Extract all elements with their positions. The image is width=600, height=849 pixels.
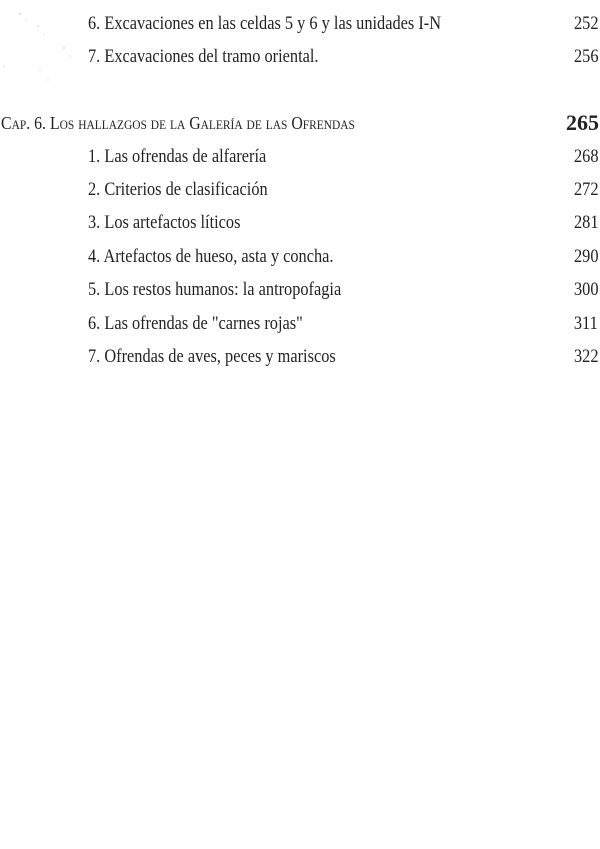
chapter-title: Cap. 6. Los hallazgos de la Galería de las Ofrendas bbox=[1, 113, 355, 133]
toc-entry bbox=[0, 275, 600, 305]
toc-entry bbox=[0, 342, 600, 372]
toc-entry bbox=[0, 208, 600, 238]
toc-entry-title: 6. Las ofrendas de "carnes rojas" bbox=[88, 313, 303, 334]
toc-entry-page: 311 bbox=[574, 313, 598, 334]
toc-entry-title: 7. Ofrendas de aves, peces y mariscos bbox=[88, 346, 336, 367]
toc-entry-page: 322 bbox=[573, 346, 598, 367]
chapter-page: 265 bbox=[566, 110, 599, 135]
toc-entry-page: 268 bbox=[573, 146, 598, 167]
toc-entry-page: 272 bbox=[573, 179, 598, 200]
toc-entry bbox=[0, 242, 600, 272]
toc-entry bbox=[0, 42, 600, 72]
toc-entry-page: 256 bbox=[573, 46, 598, 67]
toc-entry-title: 5. Los restos humanos: la antropofagia bbox=[88, 279, 342, 300]
toc-entry-page: 290 bbox=[573, 246, 598, 267]
toc-entry bbox=[0, 175, 600, 205]
toc-entry-title: 6. Excavaciones en las celdas 5 y 6 y las unidades I-N bbox=[88, 13, 442, 34]
toc-entry-title: 4. Artefactos de hueso, asta y concha. bbox=[88, 246, 334, 267]
chapter-heading bbox=[0, 108, 600, 138]
toc-entry-title: 3. Los artefactos líticos bbox=[88, 212, 241, 233]
toc-entry bbox=[0, 309, 600, 339]
toc-entry-page: 281 bbox=[573, 212, 598, 233]
toc-entry-title: 1. Las ofrendas de alfarería bbox=[88, 146, 267, 167]
toc-entry-title: 7. Excavaciones del tramo oriental. bbox=[88, 46, 319, 67]
toc-entry-page: 300 bbox=[573, 279, 598, 300]
toc-entry bbox=[0, 142, 600, 172]
toc-entry-page: 252 bbox=[573, 13, 598, 34]
toc-entry bbox=[0, 9, 600, 39]
toc-entry-title: 2. Criterios de clasificación bbox=[88, 179, 268, 200]
